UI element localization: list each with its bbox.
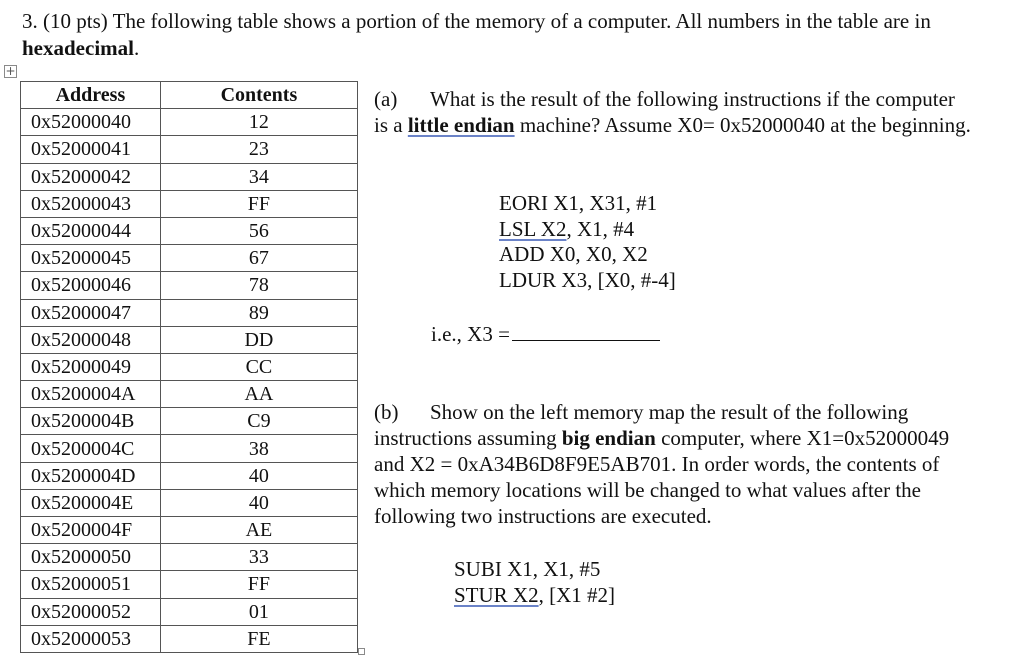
code-line [454, 583, 615, 609]
address-cell: 0x5200004A [21, 381, 161, 408]
table-row [21, 517, 358, 544]
contents-cell: 40 [160, 489, 357, 516]
code-line-text: LDUR X3, [X0, #-4] [499, 267, 676, 292]
table-row [21, 299, 358, 326]
code-line [499, 191, 676, 217]
table-row [21, 544, 358, 571]
code-line-text: EORI X1, X31, #1 [499, 191, 658, 215]
contents-cell: 89 [160, 299, 357, 326]
contents-cell: FF [160, 571, 357, 598]
contents-cell: CC [160, 353, 357, 380]
part-b-text-1: Show on the left memory map the result of the following instructions assuming [374, 400, 909, 450]
part-a-label: (a) [374, 87, 398, 111]
contents-cell: 33 [160, 544, 357, 571]
table-header-row [21, 82, 358, 109]
address-cell: 0x52000041 [21, 136, 161, 163]
table-move-handle-icon[interactable]: + [5, 64, 16, 78]
address-cell: 0x52000053 [21, 625, 161, 652]
contents-cell: FE [160, 625, 357, 652]
table-row [21, 109, 358, 136]
address-cell: 0x52000052 [21, 598, 161, 625]
table-row [21, 598, 358, 625]
question-text: 3. (10 pts) The following table shows a portion of the memory of a computer. All numbers in the table are in [22, 9, 931, 33]
address-cell: 0x5200004B [21, 408, 161, 435]
code-line-text: , X1, #4 [566, 216, 635, 241]
table-row [21, 381, 358, 408]
code-line [499, 217, 676, 243]
address-cell: 0x52000042 [21, 163, 161, 190]
address-cell: 0x52000050 [21, 544, 161, 571]
table-row [21, 136, 358, 163]
code-line-underlined: STUR X2 [454, 582, 539, 607]
address-cell: 0x5200004E [21, 489, 161, 516]
contents-cell: 34 [160, 163, 357, 190]
part-a-text-2: machine? Assume X0= 0x52000040 at the beginning. [514, 113, 971, 137]
table-row [21, 408, 358, 435]
table-row [21, 190, 358, 217]
part-b-label: (b) [374, 400, 399, 424]
part-a-bold-text: little endian [407, 113, 515, 137]
question-header [22, 8, 1007, 62]
memory-table [20, 81, 358, 653]
table-row [21, 353, 358, 380]
address-cell: 0x52000044 [21, 217, 161, 244]
part-b-code [454, 557, 615, 608]
address-column-header: Address [21, 82, 161, 109]
table-row [21, 625, 358, 652]
code-line [454, 557, 615, 583]
table-row [21, 462, 358, 489]
table-row [21, 435, 358, 462]
contents-cell: FF [160, 190, 357, 217]
table-row [21, 245, 358, 272]
part-a-text [374, 86, 974, 138]
contents-cell: 01 [160, 598, 357, 625]
address-cell: 0x5200004D [21, 462, 161, 489]
table-row [21, 489, 358, 516]
code-line [499, 242, 676, 268]
code-line [499, 268, 676, 294]
contents-column-header: Contents [160, 82, 357, 109]
part-b-bold-text: big endian [561, 426, 656, 450]
contents-cell: C9 [160, 408, 357, 435]
contents-cell: 56 [160, 217, 357, 244]
address-cell: 0x52000043 [21, 190, 161, 217]
table-row [21, 217, 358, 244]
memory-table-body [21, 109, 358, 653]
contents-cell: 23 [160, 136, 357, 163]
part-a-text-1: What is the result of the following instructions if the computer is a [374, 87, 955, 137]
table-row [21, 163, 358, 190]
answer-blank[interactable] [512, 322, 660, 341]
contents-cell: 40 [160, 462, 357, 489]
contents-cell: 78 [160, 272, 357, 299]
part-a-code [499, 191, 676, 293]
address-cell: 0x52000051 [21, 571, 161, 598]
code-line-underlined: LSL X2 [499, 216, 567, 241]
address-cell: 0x5200004F [21, 517, 161, 544]
table-row [21, 272, 358, 299]
address-cell: 0x52000047 [21, 299, 161, 326]
contents-cell: DD [160, 326, 357, 353]
address-cell: 0x5200004C [21, 435, 161, 462]
address-cell: 0x52000049 [21, 353, 161, 380]
question-text-end: . [133, 36, 140, 60]
code-line-text: ADD X0, X0, X2 [499, 242, 648, 266]
address-cell: 0x52000040 [21, 109, 161, 136]
contents-cell: 38 [160, 435, 357, 462]
part-a-answer [431, 322, 660, 348]
question-bold-text: hexadecimal [22, 36, 134, 60]
address-cell: 0x52000045 [21, 245, 161, 272]
table-row [21, 326, 358, 353]
part-b-text-2: computer, where X1=0x52000049 and X2 = 0xA34B6D8F9E5AB701. In order words, the contents of which memory locations will be changed to what values after the following two instructions are executed. [374, 426, 950, 528]
table-resize-handle[interactable] [358, 648, 365, 655]
contents-cell: 67 [160, 245, 357, 272]
contents-cell: 12 [160, 109, 357, 136]
contents-cell: AA [160, 381, 357, 408]
table-row [21, 571, 358, 598]
address-cell: 0x52000048 [21, 326, 161, 353]
address-cell: 0x52000046 [21, 272, 161, 299]
code-line-text: , [X1 #2] [538, 582, 616, 607]
part-b-text [374, 399, 964, 529]
code-line-text: SUBI X1, X1, #5 [454, 557, 601, 581]
contents-cell: AE [160, 517, 357, 544]
answer-prompt: i.e., X3 = [431, 322, 510, 346]
